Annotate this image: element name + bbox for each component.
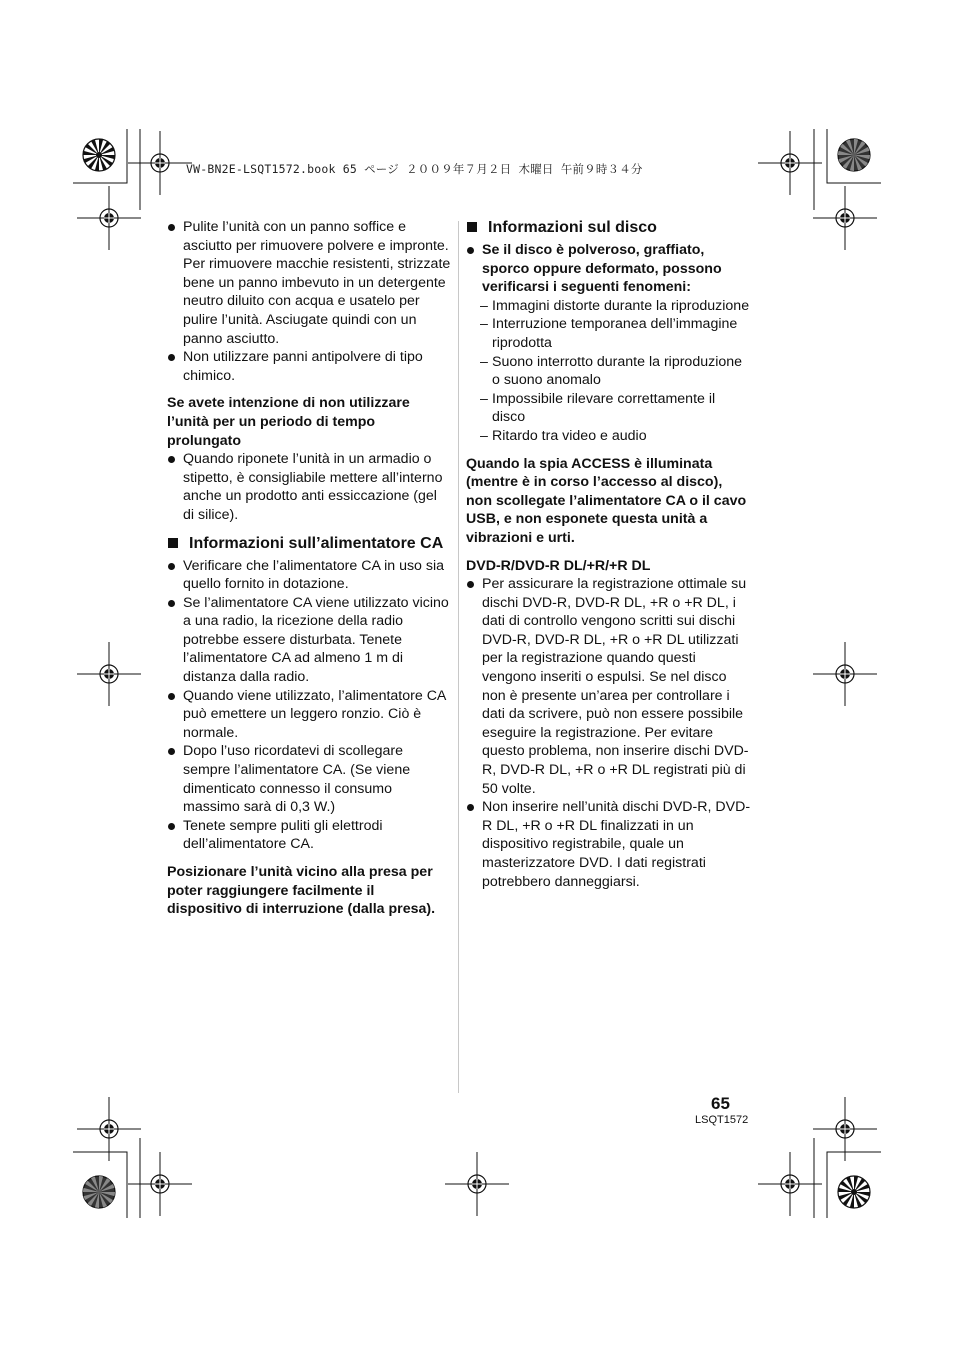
ac-adaptor-bullet-list <box>167 557 451 855</box>
page-number: 65 <box>711 1094 730 1113</box>
dvd-heading: DVD-R/DVD-R DL/+R/+R DL <box>466 557 651 574</box>
disc-symptom-list <box>466 297 752 446</box>
bullet-item: Quando riponete l’unità in un armadio o stipetto, è consigliabile mettere all’interno anche un prodotto anti essiccazione (gel di silice). <box>167 450 451 524</box>
outlet-notice: Posizionare l’unità vicino alla presa per poter raggiungere facilmente il dispositivo di interruzione (dalla presa). <box>167 864 436 918</box>
dash-item: – Ritardo tra video e audio <box>466 427 752 446</box>
bullet-item: Verificare che l’alimentatore CA in uso sia quello fornito in dotazione. <box>167 557 451 594</box>
document-code: LSQT1572 <box>695 1114 749 1126</box>
dash-item: – Immagini distorte durante la riproduzione <box>466 297 752 316</box>
disc-heading <box>466 218 752 237</box>
storage-heading: Se avete intenzione di non utilizzare l’unità per un periodo di tempo prolungato <box>167 395 410 449</box>
bullet-item: Dopo l’uso ricordatevi di scollegare sempre l’alimentatore CA. (Se viene dimenticato connesso il consumo massimo sarà di 0,3 W.) <box>167 742 451 816</box>
access-warning: Quando la spia ACCESS è illuminata (mentre è in corso l’accesso al disco), non scollegate l’alimentatore CA o il cavo USB, e non esponete questa unità a vibrazioni e urti. <box>466 455 747 546</box>
square-bullet-icon <box>467 222 477 232</box>
ac-adaptor-heading <box>167 534 451 553</box>
bullet-item: Per assicurare la registrazione ottimale su dischi DVD-R, DVD-R DL, +R o +R DL, i dati di controllo vengono scritti sui dischi DVD-R, DVD-R DL, +R o +R DL utilizzati per la registrazione quando questi vengono inseriti o espulsi. Se nel disco non è presente un’area per controllare i dati da scrivere, può non essere possibile eseguire la registrazione. Per evitare questo problema, non inserire dischi DVD-R, DVD-R DL, +R o +R DL registrati più di 50 volte. <box>466 575 752 798</box>
dvd-bullet-list <box>466 575 752 891</box>
bullet-item: Quando viene utilizzato, l’alimentatore CA può emettere un leggero ronzio. Ciò è normale. <box>167 687 451 743</box>
bullet-item: Se l’alimentatore CA viene utilizzato vicino a una radio, la ricezione della radio potrebbe essere disturbata. Tenete l’alimentatore CA ad almeno 1 m di distanza dalla radio. <box>167 594 451 687</box>
bullet-item: Non inserire nell’unità dischi DVD-R, DVD-R DL, +R o +R DL finalizzati in un dispositivo registrabile, quale un masterizzatore DVD. I dati registrati potrebbero danneggiarsi. <box>466 798 752 891</box>
print-file-header: VW-BN2E-LSQT1572.book 65 ページ ２００９年７月２日 木曜日 午前９時３４分 <box>186 162 643 176</box>
disc-bullet-list <box>466 241 752 297</box>
square-bullet-icon <box>168 538 178 548</box>
disc-heading-text: Informazioni sul disco <box>488 219 657 236</box>
cleaning-bullet-list <box>167 218 451 385</box>
bullet-item: Non utilizzare panni antipolvere di tipo chimico. <box>167 348 451 385</box>
bullet-item: Tenete sempre puliti gli elettrodi dell’alimentatore CA. <box>167 817 451 854</box>
bullet-item: Pulite l’unità con un panno soffice e asciutto per rimuovere polvere e impronte. Per rimuovere macchie resistenti, strizzate bene un panno imbevuto in un detergente neutro diluito con acqua e usatelo per pulire l’unità. Asciugate quindi con un panno asciutto. <box>167 218 451 348</box>
column-divider <box>458 221 459 1093</box>
storage-bullet-list <box>167 450 451 524</box>
dash-item: – Interruzione temporanea dell’immagine riprodotta <box>466 315 752 352</box>
dash-item: – Suono interrotto durante la riproduzione o suono anomalo <box>466 353 752 390</box>
right-column <box>466 218 752 891</box>
dash-item: – Impossibile rilevare correttamente il disco <box>466 390 752 427</box>
bullet-item: Se il disco è polveroso, graffiato, sporco oppure deformato, possono verificarsi i seguenti fenomeni: <box>466 241 752 297</box>
left-column <box>167 218 451 919</box>
ac-adaptor-heading-text: Informazioni sull’alimentatore CA <box>189 534 444 552</box>
